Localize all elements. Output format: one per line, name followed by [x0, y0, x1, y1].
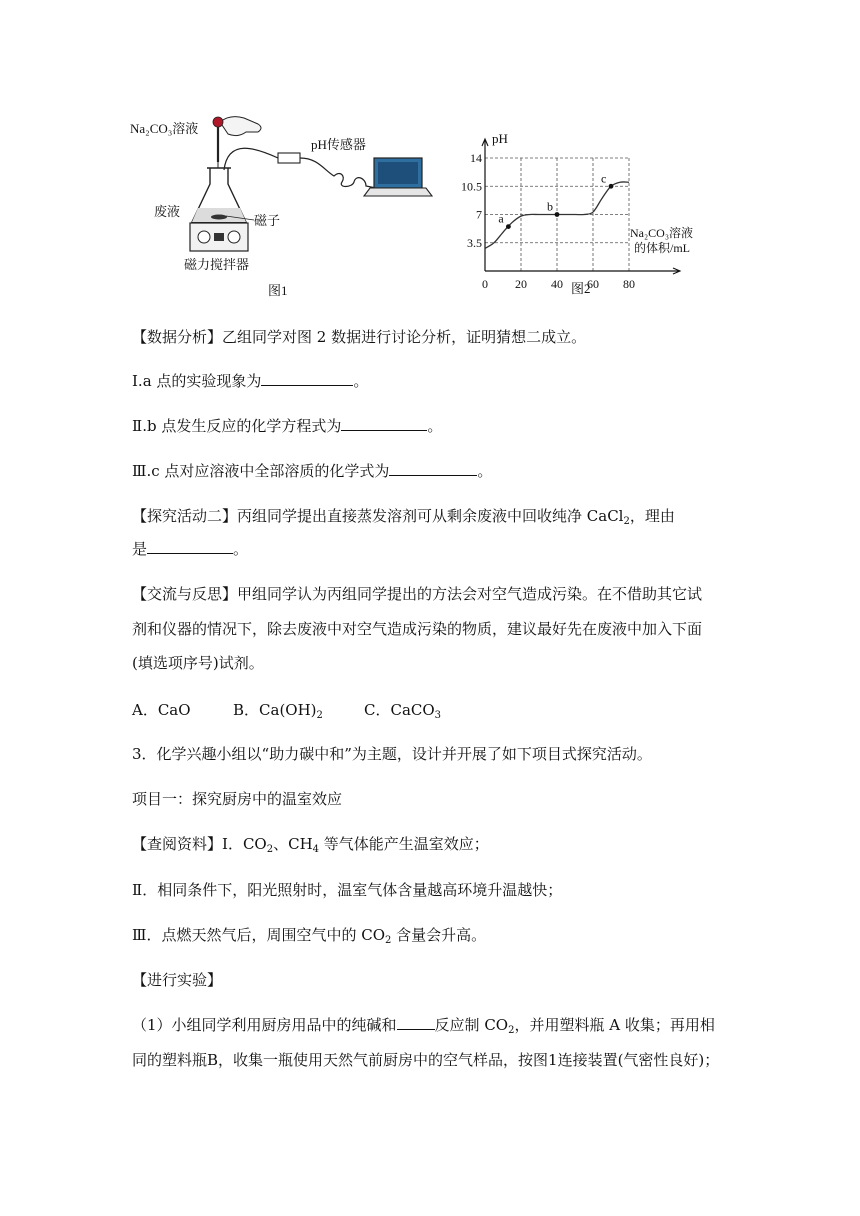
figure2-caption: 图2: [571, 281, 591, 296]
x-axis-label-line1: Na₂CO₃溶液: [630, 226, 694, 240]
x-tick-label: 20: [515, 277, 527, 291]
option-b[interactable]: B．$Ca(OH)_2$: [233, 701, 323, 721]
x-tick-label: 60: [587, 277, 599, 291]
solution-label: Na₂CO₃溶液: [130, 121, 199, 136]
x-tick-label: 40: [551, 277, 563, 291]
section-heading: 【查阅资料】: [132, 835, 223, 853]
reflection-line2: 剂和仪器的情况下，除去废液中对空气造成污染的物质，建议最好先在废液中加入下面: [132, 620, 703, 638]
stirrer-label: 磁力搅拌器: [184, 257, 250, 272]
answer-blank[interactable]: [261, 371, 353, 386]
question-3-intro: 3．化学兴趣小组以“助力碳中和”为主题，设计并开展了如下项目式探究活动。: [132, 745, 652, 763]
y-axis-label: pH: [492, 131, 508, 146]
reference-paragraph: 【查阅资料】Ⅰ．$CO_2$、$CH_4$ 等气体能产生温室效应；: [132, 835, 489, 855]
option-c[interactable]: C．CaCO$_3$: [364, 701, 442, 721]
answer-blank[interactable]: [389, 461, 477, 476]
answer-blank[interactable]: [341, 416, 427, 431]
option-a[interactable]: A．CaO: [132, 701, 191, 719]
point-label-c: c: [601, 171, 607, 186]
activity-two-paragraph: 【探究活动二】丙组同学提出直接蒸发溶剂可从剩余废液中回收纯净 CaCl$_2$，理由: [132, 507, 675, 527]
point-label-b: b: [547, 199, 553, 214]
sensor-icon: [278, 153, 300, 163]
question-a: I.a 点的实验现象为 。: [132, 372, 369, 390]
stirrer-icon: [190, 223, 248, 251]
data-analysis-paragraph: 【数据分析】乙组同学对图 2 数据进行讨论分析，证明猜想二成立。: [132, 328, 587, 346]
question-c: Ⅲ.c 点对应溶液中全部溶质的化学式为 。: [132, 462, 493, 480]
y-tick-label: 10.5: [461, 179, 482, 194]
figure1-apparatus: [128, 108, 448, 303]
options-row: [132, 699, 441, 721]
activity-two-answer: 是 。: [132, 540, 249, 558]
x-axis-label-line2: 的体积/mL: [634, 241, 690, 255]
figure1-caption: 图1: [268, 283, 288, 298]
reference-item-3: Ⅲ．点燃天然气后，周围空气中的 $CO_2$ 含量会升高。: [132, 926, 487, 946]
point-c: [609, 184, 614, 189]
answer-blank[interactable]: [397, 1015, 435, 1030]
reference-item-2: Ⅱ．相同条件下，阳光照射时，温室气体含量越高环境升温越快；: [132, 881, 563, 899]
flask-icon: [192, 168, 246, 222]
reflection-line3: (填选项序号)试剂。: [132, 654, 264, 672]
section-heading: 【探究活动二】: [132, 507, 238, 525]
x-tick-label: 80: [623, 277, 635, 291]
waste-label: 废液: [154, 204, 181, 219]
y-tick-label: 7: [476, 207, 482, 222]
section-heading: 【交流与反思】: [132, 585, 238, 603]
x-tick-label: 0: [482, 277, 488, 291]
y-tick-label: 14: [470, 151, 482, 165]
reflection-paragraph: 【交流与反思】甲组同学认为丙组同学提出的方法会对空气造成污染。在不借助其它试: [132, 585, 703, 603]
laptop-icon: [364, 158, 432, 196]
figure2-ph-chart: [458, 124, 720, 302]
hand-dropper-icon: [213, 117, 261, 168]
point-label-a: a: [498, 211, 504, 226]
answer-blank[interactable]: [147, 539, 233, 554]
point-b: [555, 212, 560, 217]
point-a: [506, 224, 511, 229]
section-heading: 【数据分析】: [132, 328, 223, 346]
question-b: Ⅱ.b 点发生反应的化学方程式为 。: [132, 417, 443, 435]
experiment-heading: 【进行实验】: [132, 971, 223, 989]
sensor-label: pH传感器: [311, 137, 366, 152]
experiment-step-1: （1）小组同学利用厨房用品中的纯碱和 反应制 $CO_2$，并用塑料瓶 A 收集；再用相: [132, 1016, 715, 1036]
experiment-step-1-line2: 同的塑料瓶B，收集一瓶使用天然气前厨房中的空气样品，按图1连接装置(气密性良好)；: [132, 1051, 720, 1069]
magnet-label: 磁子: [254, 213, 281, 228]
project-one-title: 项目一：探究厨房中的温室效应: [132, 790, 343, 808]
y-tick-label: 3.5: [467, 235, 482, 250]
